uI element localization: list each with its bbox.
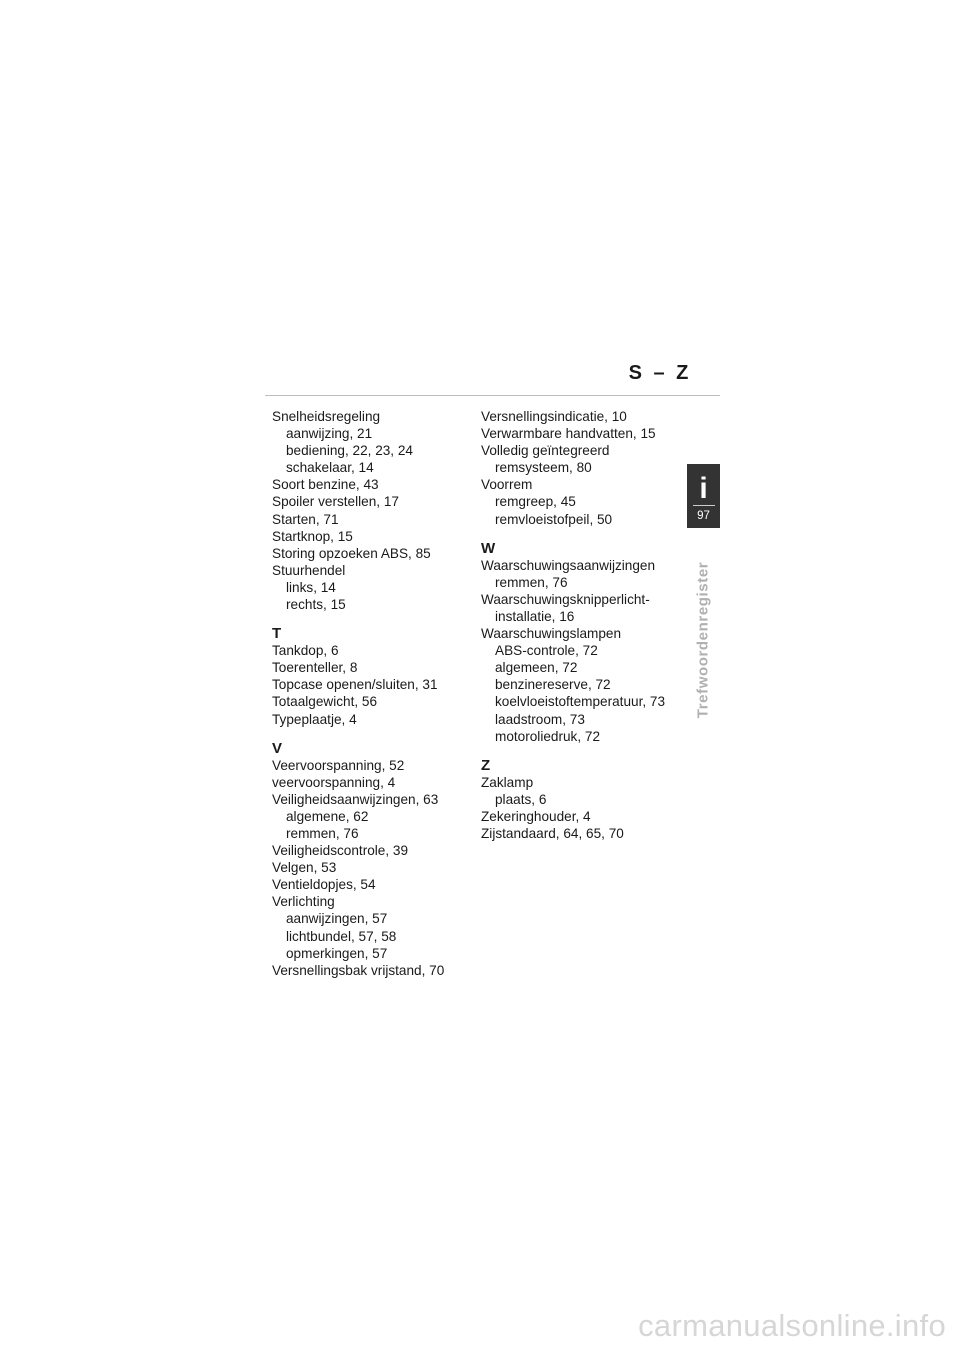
index-letter-z: Z	[481, 756, 491, 774]
index-entry: Snelheidsregeling	[272, 409, 381, 424]
index-subentry: opmerkingen, 57	[286, 945, 388, 961]
index-entry: Veervoorspanning, 52	[272, 757, 405, 773]
index-subentry: plaats, 6	[495, 791, 547, 807]
tab-divider	[693, 505, 715, 506]
index-entry: Verlichting	[272, 894, 335, 910]
index-subentry: algemene, 62	[286, 808, 369, 824]
index-subentry: remgreep, 45	[495, 494, 576, 510]
watermark: carmanualsonline.info	[638, 1308, 946, 1343]
index-subentry: benzinereserve, 72	[495, 677, 611, 693]
index-group-w	[481, 557, 681, 745]
index-group-z	[481, 774, 681, 842]
index-subentry: remmen, 76	[495, 574, 568, 590]
index-subentry: aanwijzingen, 57	[286, 911, 388, 927]
index-entry: Waarschuwingslampen	[481, 626, 622, 642]
index-entry: Soort benzine, 43	[272, 477, 379, 493]
info-icon: i	[699, 472, 708, 505]
index-subentry: links, 14	[286, 579, 336, 595]
index-column-left	[272, 408, 477, 979]
index-entry: Volledig geïntegreerd	[481, 443, 610, 459]
index-entry: Typeplaatje, 4	[272, 711, 357, 727]
index-entry: Waarschuwingsknipperlicht-	[481, 591, 650, 607]
page-number: 97	[697, 510, 710, 522]
index-entry: Starten, 71	[272, 511, 339, 527]
index-subentry: laadstroom, 73	[495, 711, 585, 727]
index-entry: Velgen, 53	[272, 860, 337, 876]
index-subentry: remmen, 76	[286, 825, 359, 841]
index-letter-v: V	[272, 739, 283, 757]
index-column-right	[481, 408, 681, 842]
index-entry: Waarschuwingsaanwijzingen	[481, 557, 656, 573]
header-divider	[265, 395, 720, 396]
index-entry: Verwarmbare handvatten, 15	[481, 426, 656, 442]
index-entry: veervoorspanning, 4	[272, 774, 396, 790]
index-subentry: aanwijzing, 21	[286, 426, 373, 442]
index-subentry: motoroliedruk, 72	[495, 728, 601, 744]
index-entry: Veiligheidsaanwijzingen, 63	[272, 791, 439, 807]
index-entry: Startknop, 15	[272, 528, 353, 544]
index-group-t	[272, 642, 477, 727]
index-entry: Storing opzoeken ABS, 85	[272, 545, 431, 561]
index-subentry: rechts, 15	[286, 597, 346, 613]
index-letter-t: T	[272, 625, 282, 643]
index-entry: Tankdop, 6	[272, 643, 339, 659]
index-subentry: remvloeistofpeil, 50	[495, 511, 613, 527]
index-subentry: remsysteem, 80	[495, 460, 592, 476]
index-entry: Spoiler verstellen, 17	[272, 494, 399, 510]
index-entry: Versnellingsbak vrijstand, 70	[272, 962, 445, 978]
index-subentry: algemeen, 72	[495, 660, 578, 676]
index-entry: Veiligheidscontrole, 39	[272, 843, 409, 859]
index-entry: Ventieldopjes, 54	[272, 877, 376, 893]
index-entry: Zekeringhouder, 4	[481, 808, 591, 824]
index-group-v	[272, 757, 477, 979]
index-subentry: installatie, 16	[495, 608, 575, 624]
page-title: S – Z	[628, 362, 692, 384]
index-subentry: koelvloeistoftemperatuur, 73	[495, 694, 666, 710]
index-group-v-continued	[481, 408, 681, 528]
index-entry: Zaklamp	[481, 774, 534, 790]
index-entry: Zijstandaard, 64, 65, 70	[481, 825, 624, 841]
index-subentry: ABS-controle, 72	[495, 643, 598, 659]
index-subentry: bediening, 22, 23, 24	[286, 443, 413, 459]
section-side-label: Trefwoordenregister	[694, 561, 712, 719]
index-entry: Stuurhendel	[272, 562, 346, 578]
index-entry: Totaalgewicht, 56	[272, 694, 378, 710]
index-group-s	[272, 408, 477, 613]
index-entry: Topcase openen/sluiten, 31	[272, 677, 438, 693]
index-entry: Versnellingsindicatie, 10	[481, 409, 627, 424]
index-subentry: schakelaar, 14	[286, 460, 374, 476]
index-entry: Toerenteller, 8	[272, 660, 358, 676]
section-tab	[687, 464, 720, 528]
index-subentry: lichtbundel, 57, 58	[286, 928, 397, 944]
index-entry: Voorrem	[481, 477, 533, 493]
index-letter-w: W	[481, 539, 496, 557]
